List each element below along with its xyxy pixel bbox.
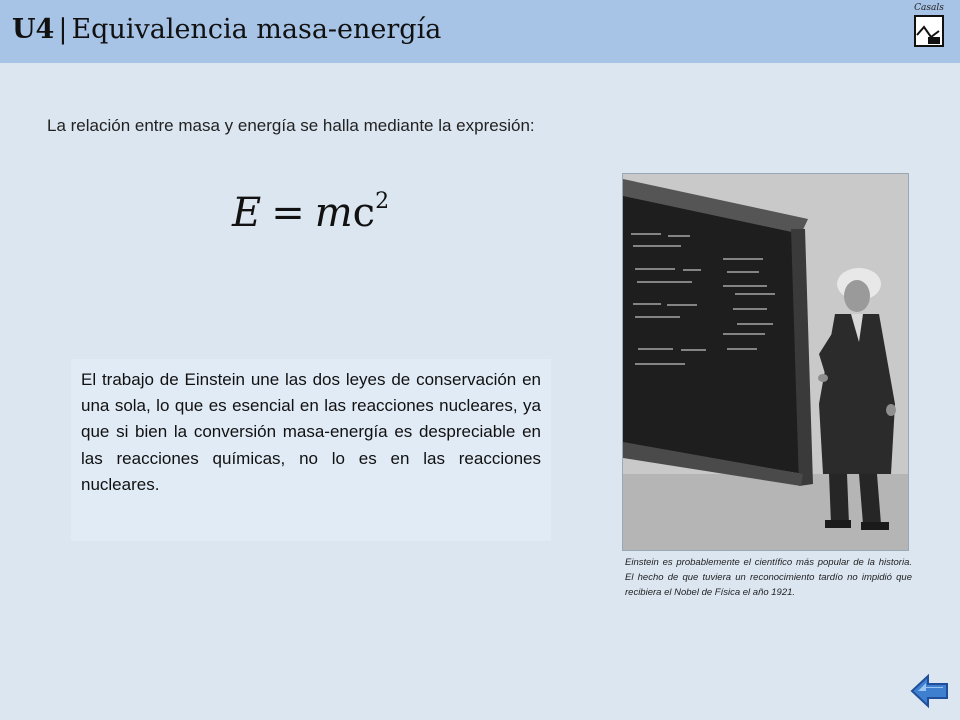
intro-text: La relación entre masa y energía se halla mediante la expresión:: [47, 116, 535, 135]
explanation-box: [71, 359, 551, 541]
formula-exponent: 2: [375, 188, 390, 214]
page-title: [12, 14, 441, 45]
title-separator: |: [58, 14, 68, 45]
photo-caption: Einstein es probablemente el científico más popular de la historia. El hecho de que tuviera un reconocimiento tardío no impidió que recibiera el Nobel de Física el año 1921.: [625, 557, 912, 598]
formula-energy: E: [232, 190, 262, 236]
back-arrow-icon: [910, 673, 950, 709]
brand-logo-icon: [912, 13, 946, 49]
explanation-text: El trabajo de Einstein une las dos leyes de conservación en una sola, lo que es esencial en las reacciones nucleares, ya que si bien la conversión masa-energía es despreciable en las reacciones químicas, no lo es en las reacciones nucleares.: [81, 370, 541, 494]
unit-label: U4: [12, 14, 55, 45]
back-button[interactable]: [910, 673, 950, 709]
title-text: Equivalencia masa-energía: [71, 14, 442, 45]
formula-equals: =: [271, 190, 305, 236]
formula-light-speed: c: [352, 190, 376, 236]
einstein-photo: [622, 173, 909, 551]
brand-logo: [912, 3, 946, 51]
einstein-photo-illustration: [623, 174, 909, 551]
brand-name: Casals: [914, 3, 944, 13]
header-bar: [0, 0, 960, 63]
formula-mass: m: [314, 190, 353, 236]
mass-energy-formula: [232, 190, 389, 236]
